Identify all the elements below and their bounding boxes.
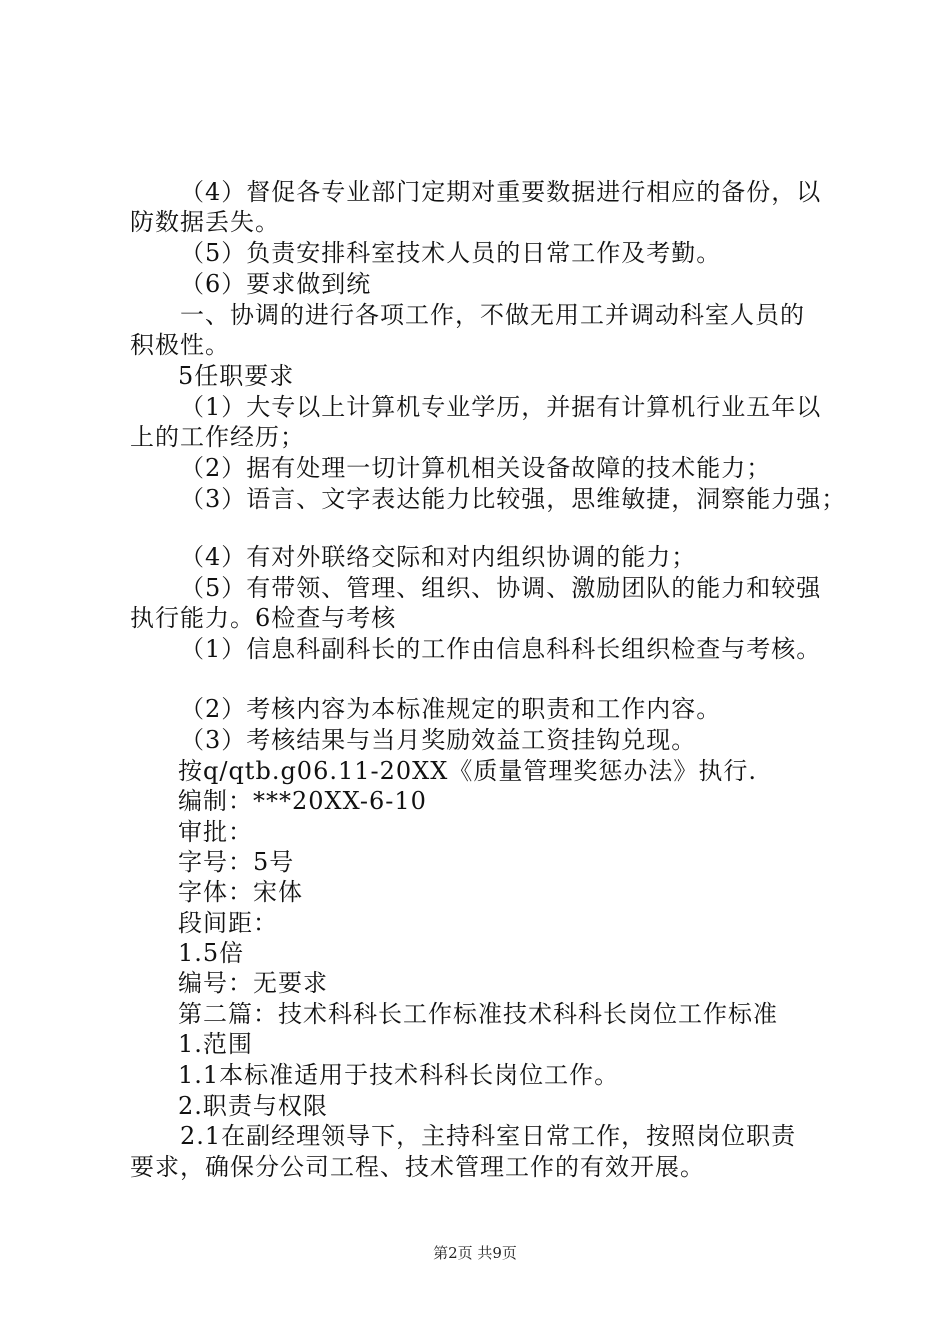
text-line: （3）考核结果与当月奖励效益工资挂钩兑现。 <box>180 726 697 754</box>
section-heading: 1.范围 <box>178 1030 253 1058</box>
text-line: 审批： <box>178 818 253 846</box>
text-line: 1.5倍 <box>178 939 245 967</box>
text-line: 防数据丢失。 <box>130 208 280 236</box>
text-line: （1）信息科副科长的工作由信息科科长组织检查与考核。 <box>180 635 822 663</box>
text-line: 上的工作经历； <box>130 423 305 451</box>
text-line: 一、协调的进行各项工作，不做无用工并调动科室人员的 <box>180 301 805 329</box>
text-line: 积极性。 <box>130 331 230 359</box>
text-line: （2）考核内容为本标准规定的职责和工作内容。 <box>180 695 722 723</box>
text-line: 段间距： <box>178 909 278 937</box>
text-line: 2.1在副经理领导下，主持科室日常工作，按照岗位职责 <box>180 1122 797 1150</box>
text-line: （4）督促各专业部门定期对重要数据进行相应的备份，以 <box>180 178 822 206</box>
text-line: （5）负责安排科室技术人员的日常工作及考勤。 <box>180 239 722 267</box>
text-line: 执行能力。6检查与考核 <box>130 604 397 632</box>
section-heading: 2.职责与权限 <box>178 1092 328 1120</box>
page-footer: 第2页 共9页 <box>433 1244 517 1262</box>
text-line: （1）大专以上计算机专业学历，并据有计算机行业五年以 <box>180 393 822 421</box>
text-line: 要求，确保分公司工程、技术管理工作的有效开展。 <box>130 1153 705 1181</box>
text-line: 字体：宋体 <box>178 878 303 906</box>
chapter-heading: 第二篇：技术科科长工作标准技术科科长岗位工作标准 <box>178 1000 778 1028</box>
text-line: （3）语言、文字表达能力比较强，思维敏捷，洞察能力强； <box>180 485 847 513</box>
text-line: 编号：无要求 <box>178 969 328 997</box>
section-heading: 5任职要求 <box>178 362 295 390</box>
text-line: 编制：***20XX-6-10 <box>178 787 427 815</box>
text-line: （6）要求做到统 <box>180 270 372 298</box>
text-line: （5）有带领、管理、组织、协调、激励团队的能力和较强 <box>180 574 822 602</box>
text-line: （4）有对外联络交际和对内组织协调的能力； <box>180 543 697 571</box>
text-line: 1.1本标准适用于技术科科长岗位工作。 <box>178 1061 620 1089</box>
text-line: （2）据有处理一切计算机相关设备故障的技术能力； <box>180 454 772 482</box>
text-line: 字号：5号 <box>178 848 295 876</box>
text-line: 按q/qtb.g06.11-20XX《质量管理奖惩办法》执行. <box>178 757 757 785</box>
